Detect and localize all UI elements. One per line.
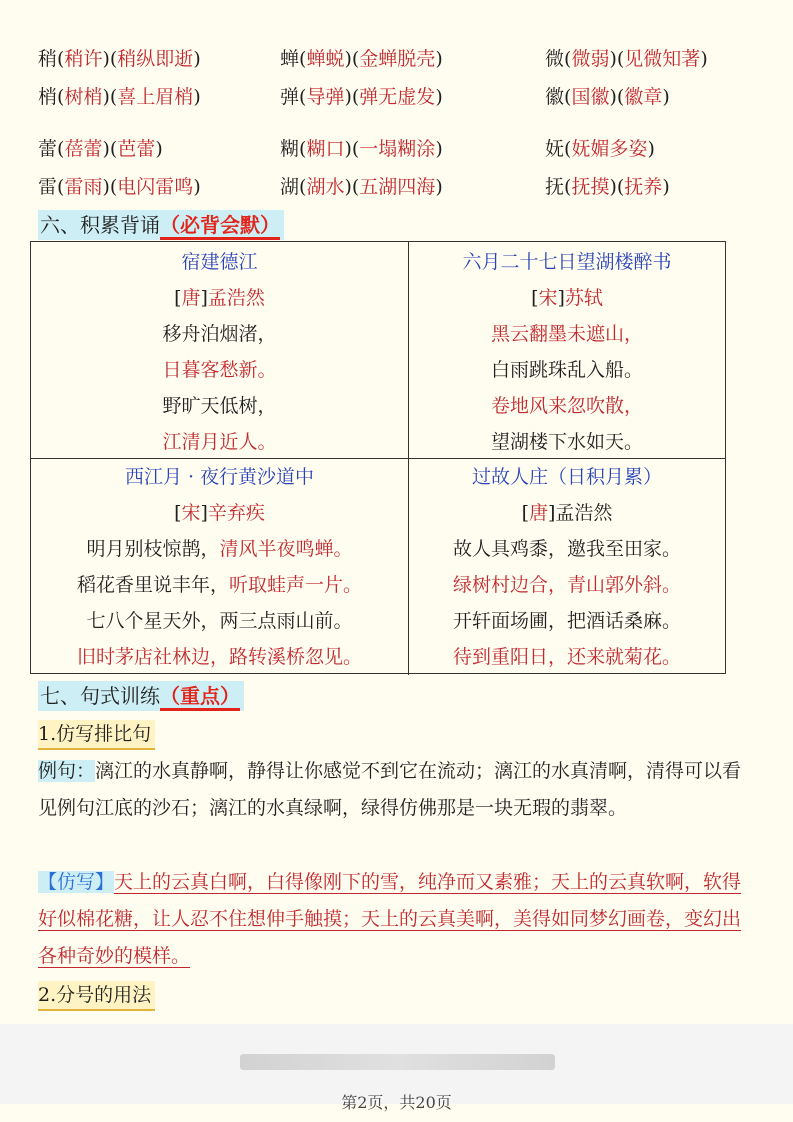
paren: ( [564, 176, 572, 198]
bracket: ] [200, 502, 208, 524]
paren: ) [609, 176, 617, 198]
paren: ( [299, 138, 307, 160]
poem-line [31, 603, 408, 639]
word-example: 一塌糊涂 [359, 138, 436, 160]
poem-table [30, 241, 726, 674]
word-example: 稍许 [64, 48, 103, 70]
word-char: 蝉 [280, 48, 300, 70]
word-example: 抚摸 [571, 176, 610, 198]
paren: ) [435, 138, 443, 160]
bracket: ] [200, 287, 208, 309]
imitation-text: 天上的云真白啊，白得像刚下的雪，纯净而又素雅；天上的云真软啊，软得好似棉花糖，让人忍不住想伸手触摸；天上的云真美啊，美得如同梦幻画卷，变幻出各种奇妙的模样。 [38, 871, 742, 967]
poem-line: 白雨跳珠乱入船。 [490, 359, 643, 381]
poem-title: 过故人庄（日积月累） [471, 466, 662, 488]
paren: ) [662, 86, 670, 108]
word-example: 雷雨 [64, 176, 103, 198]
word-entry [280, 44, 443, 74]
paren: ) [193, 86, 201, 108]
word-entry [38, 82, 201, 112]
paren: ( [351, 48, 360, 70]
paren: ) [102, 176, 110, 198]
poem-half-line: 把酒话桑麻。 [567, 610, 682, 632]
word-entry [280, 134, 443, 164]
poem-dynasty: 宋 [181, 502, 201, 524]
poem-half-line: 还来就菊花。 [567, 646, 682, 668]
paren: ) [102, 138, 110, 160]
bracket: ] [548, 502, 556, 524]
word-char: 糊 [280, 138, 300, 160]
example-text: 漓江的水真静啊，静得让你感觉不到它在流动；漓江的水真清啊，清得可以看见例句江底的沙石；漓江的水真绿啊，绿得仿佛那是一块无瑕的翡翠。 [38, 760, 742, 819]
word-example: 芭蕾 [117, 138, 156, 160]
section-6-heading [38, 210, 284, 240]
paren: ) [344, 176, 352, 198]
word-char: 稍 [38, 48, 58, 70]
paren: ( [57, 48, 65, 70]
word-entry [545, 172, 670, 202]
word-example: 湖水 [306, 176, 345, 198]
poem-half-line: 青山郭外斜。 [567, 574, 682, 596]
poem-half-line: 开轩面场圃， [452, 610, 567, 632]
poem-line: 江清月近人。 [162, 431, 277, 453]
word-example: 蝉蜕 [306, 48, 345, 70]
poem-half-line: 稻花香里说丰年， [76, 574, 229, 596]
word-entry [38, 44, 201, 74]
paren: ) [662, 176, 670, 198]
word-example: 妩媚多姿 [571, 138, 648, 160]
subheading-semicolon: 2.分号的用法 [38, 981, 155, 1011]
paren: ( [616, 176, 625, 198]
poem-line: 野旷天低树， [162, 395, 277, 417]
poem-title: 西江月 · 夜行黄沙道中 [124, 466, 315, 488]
poem-title: 六月二十七日望湖楼醉书 [462, 251, 672, 273]
paren: ) [700, 48, 708, 70]
paren: ) [155, 138, 163, 160]
word-char: 梢 [38, 86, 58, 108]
word-entry [545, 82, 670, 112]
poem-half-line: 明月别枝惊鹊， [86, 538, 220, 560]
word-entry [280, 172, 443, 202]
paren: ( [109, 138, 118, 160]
poem-line [409, 603, 725, 639]
word-example: 电闪雷鸣 [117, 176, 194, 198]
word-example: 抚养 [624, 176, 663, 198]
paren: ) [102, 86, 110, 108]
paren: ( [351, 86, 360, 108]
paren: ( [57, 138, 65, 160]
bracket: [ [531, 287, 539, 309]
word-example: 喜上眉梢 [117, 86, 194, 108]
paren: ( [299, 86, 307, 108]
paren: ) [435, 48, 443, 70]
bracket: ] [557, 287, 565, 309]
paren: ) [435, 176, 443, 198]
poem-half-line: 两三点雨山前。 [219, 610, 353, 632]
example-tag: 例句： [38, 760, 96, 782]
poem-author-name: 苏轼 [564, 287, 603, 309]
paren: ( [299, 48, 307, 70]
paren: ) [193, 176, 201, 198]
poem-cell [409, 242, 725, 459]
word-example: 弹无虚发 [359, 86, 436, 108]
poem-half-line: 清风半夜鸣蝉。 [219, 538, 353, 560]
poem-line: 黑云翻墨未遮山， [490, 323, 643, 345]
example-paragraph [38, 753, 758, 827]
paren: ( [57, 86, 65, 108]
word-char: 雷 [38, 176, 58, 198]
paren: ) [344, 86, 352, 108]
word-entry [38, 172, 201, 202]
word-example: 金蝉脱壳 [359, 48, 436, 70]
paren: ( [351, 138, 360, 160]
paren: ) [193, 48, 201, 70]
word-example: 五湖四海 [359, 176, 436, 198]
poem-line [31, 639, 408, 675]
word-example: 糊口 [306, 138, 345, 160]
poem-dynasty: 宋 [538, 287, 558, 309]
poem-line: 日暮客愁新。 [162, 359, 277, 381]
word-example: 微弱 [571, 48, 610, 70]
paren: ( [564, 48, 572, 70]
word-char: 蕾 [38, 138, 58, 160]
word-char: 微 [545, 48, 565, 70]
poem-author [409, 280, 725, 316]
section-7-title: 七、句式训练 [40, 684, 160, 708]
word-example: 树梢 [64, 86, 103, 108]
word-example: 见微知著 [624, 48, 701, 70]
blurred-footer-text [240, 1054, 555, 1070]
section-6-highlight: （必背会默） [160, 213, 280, 240]
poem-author-name: 孟浩然 [207, 287, 265, 309]
bracket: [ [174, 287, 182, 309]
poem-author [409, 495, 725, 531]
paren: ) [609, 86, 617, 108]
paren: ( [616, 48, 625, 70]
word-entry [545, 134, 655, 164]
poem-cell [31, 459, 409, 675]
poem-half-line: 邀我至田家。 [567, 538, 682, 560]
paren: ( [57, 176, 65, 198]
page-number: 第2页，共20页 [341, 1093, 452, 1112]
word-example: 国徽 [571, 86, 610, 108]
paren: ( [564, 138, 572, 160]
word-char: 徽 [545, 86, 565, 108]
section-7-heading [38, 681, 244, 711]
word-char: 弹 [280, 86, 300, 108]
poem-half-line: 绿树村边合， [452, 574, 567, 596]
bracket: [ [521, 502, 529, 524]
poem-line: 望湖楼下水如天。 [490, 431, 643, 453]
poem-line: 移舟泊烟渚， [162, 323, 277, 345]
poem-half-line: 听取蛙声一片。 [229, 574, 363, 596]
poem-title: 宿建德江 [181, 251, 258, 273]
poem-half-line: 故人具鸡黍， [452, 538, 567, 560]
paren: ) [344, 138, 352, 160]
paren: ) [435, 86, 443, 108]
poem-line [409, 567, 725, 603]
imitation-paragraph [38, 864, 758, 975]
word-entry [38, 134, 163, 164]
poem-dynasty: 唐 [181, 287, 201, 309]
paren: ( [109, 48, 118, 70]
word-example: 稍纵即逝 [117, 48, 194, 70]
paren: ) [102, 48, 110, 70]
paren: ( [616, 86, 625, 108]
word-example: 蓓蕾 [64, 138, 103, 160]
paren: ( [109, 176, 118, 198]
poem-half-line: 待到重阳日， [452, 646, 567, 668]
paren: ( [109, 86, 118, 108]
paren: ) [609, 48, 617, 70]
word-char: 湖 [280, 176, 300, 198]
paren: ( [299, 176, 307, 198]
poem-dynasty: 唐 [528, 502, 548, 524]
imitation-tag: 【仿写】 [38, 871, 115, 893]
poem-cell [31, 242, 409, 459]
word-char: 妩 [545, 138, 565, 160]
section-7-highlight: （重点） [160, 684, 240, 711]
paren: ( [564, 86, 572, 108]
poem-author [31, 280, 408, 316]
subheading-parallelism: 1.仿写排比句 [38, 720, 155, 750]
section-6-title: 六、积累背诵 [40, 213, 160, 237]
poem-line [409, 531, 725, 567]
word-entry [280, 82, 443, 112]
poem-author [31, 495, 408, 531]
poem-line [31, 567, 408, 603]
poem-cell [409, 459, 725, 675]
word-char: 抚 [545, 176, 565, 198]
word-example: 徽章 [624, 86, 663, 108]
paren: ( [351, 176, 360, 198]
word-example: 导弹 [306, 86, 345, 108]
poem-line: 卷地风来忽吹散， [490, 395, 643, 417]
paren: ) [647, 138, 655, 160]
poem-half-line: 旧时茅店社林边， [76, 646, 229, 668]
poem-half-line: 路转溪桥忽见。 [229, 646, 363, 668]
paren: ) [344, 48, 352, 70]
word-entry [545, 44, 708, 74]
poem-author-name: 孟浩然 [555, 502, 613, 524]
poem-line [409, 639, 725, 675]
bracket: [ [174, 502, 182, 524]
poem-half-line: 七八个星天外， [86, 610, 220, 632]
poem-line [31, 531, 408, 567]
poem-author-name: 辛弃疾 [207, 502, 265, 524]
